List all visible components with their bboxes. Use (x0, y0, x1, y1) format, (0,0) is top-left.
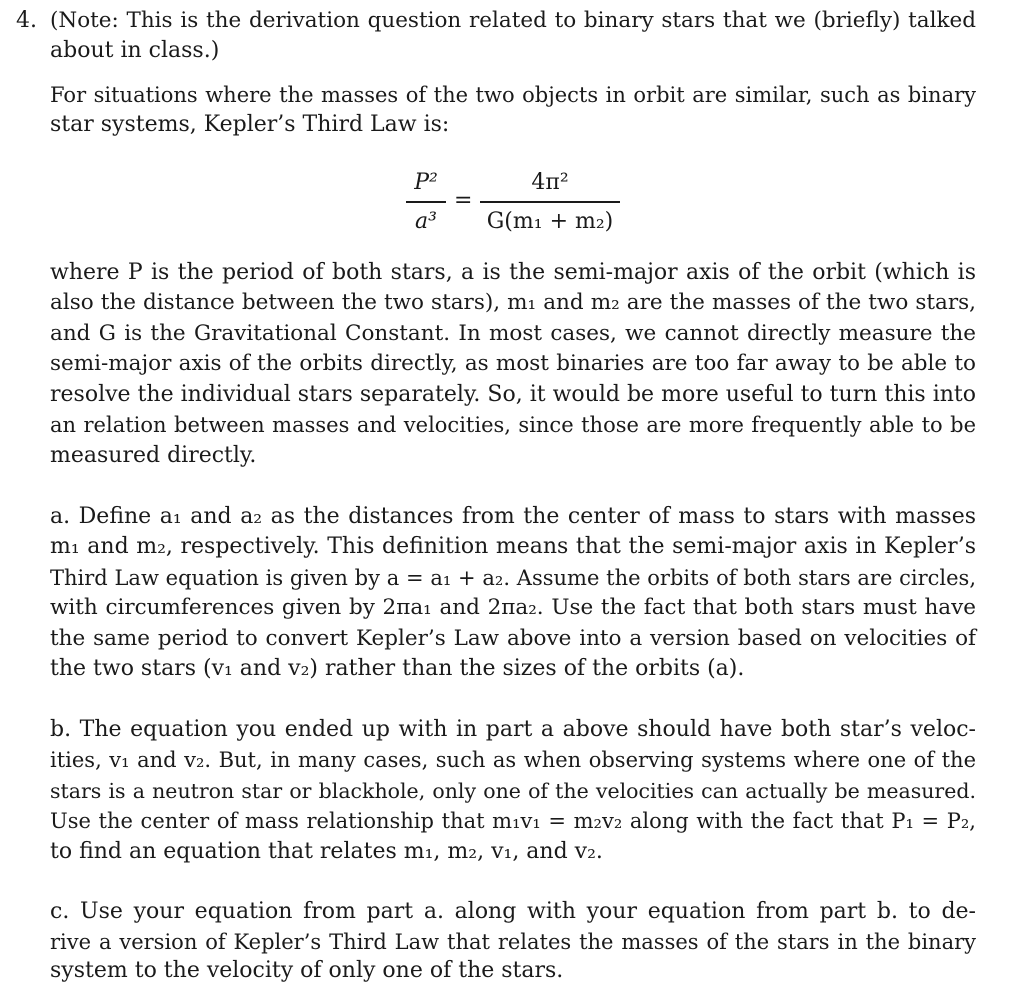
part-a-line: Third Law equation is given by a = a₁ + a₂. Assume the orbits of both stars are circles, (50, 566, 976, 590)
setup-line: For situations where the masses of the two objects in orbit are similar, such as binary (50, 83, 976, 107)
lhs-fraction-bar (406, 201, 446, 203)
keplers-third-law-formula (400, 168, 640, 246)
part-a-line: the two stars (v₁ and v₂) rather than the sizes of the orbits (a). (50, 656, 745, 681)
setup-line: star systems, Kepler’s Third Law is: (50, 112, 450, 137)
part-a-line: m₁ and m₂, respectively. This definition means that the semi-major axis in Kepler’s (50, 534, 976, 559)
part-c-line: system to the velocity of only one of the stars. (50, 958, 564, 983)
explanation-line: and G is the Gravitational Constant. In most cases, we cannot directly measure the (50, 321, 976, 346)
intro-line: about in class.) (50, 38, 220, 63)
part-b-line: b. The equation you ended up with in part a above should have both star’s veloc- (50, 717, 976, 742)
explanation-line: where P is the period of both stars, a is the semi-major axis of the orbit (which is (50, 260, 976, 285)
part-b-line: to find an equation that relates m₁, m₂, v₁, and v₂. (50, 839, 603, 864)
explanation-line: an relation between masses and velocities, since those are more frequently able to be (50, 413, 976, 437)
explanation-line: resolve the individual stars separately. So, it would be more useful to turn this into (50, 382, 976, 407)
part-b-line: ities, v₁ and v₂. But, in many cases, such as when observing systems where one of the (50, 748, 976, 772)
question-number: 4. (16, 8, 37, 33)
part-c-line: c. Use your equation from part a. along with your equation from part b. to de- (50, 899, 976, 924)
explanation-line: also the distance between the two stars), m₁ and m₂ are the masses of the two stars, (50, 290, 976, 315)
intro-line: (Note: This is the derivation question related to binary stars that we (briefly) talked (50, 8, 976, 33)
lhs-denominator: a³ (415, 208, 437, 234)
part-a-line: the same period to convert Kepler’s Law above into a version based on velocities of (50, 626, 976, 651)
lhs-fraction (406, 168, 446, 237)
part-a-line: with circumferences given by 2πa₁ and 2πa₂. Use the fact that both stars must have (50, 595, 976, 620)
rhs-denominator: G(m₁ + m₂) (486, 208, 614, 234)
rhs-numerator: 4π² (531, 170, 569, 195)
lhs-numerator: P² (414, 170, 438, 195)
explanation-line: measured directly. (50, 443, 257, 468)
part-c-line: rive a version of Kepler’s Third Law that relates the masses of the stars in the binary (50, 930, 976, 954)
equals-sign: = (454, 188, 473, 213)
rhs-fraction (480, 168, 620, 237)
part-b-line: Use the center of mass relationship that m₁v₁ = m₂v₂ along with the fact that P₁ = P₂, (50, 809, 976, 833)
rhs-fraction-bar (480, 201, 620, 203)
part-b-line: stars is a neutron star or blackhole, only one of the velocities can actually be measured. (50, 779, 976, 803)
explanation-line: semi-major axis of the orbits directly, as most binaries are too far away to be able to (50, 351, 976, 376)
part-a-line: a. Define a₁ and a₂ as the distances from the center of mass to stars with masses (50, 504, 976, 529)
